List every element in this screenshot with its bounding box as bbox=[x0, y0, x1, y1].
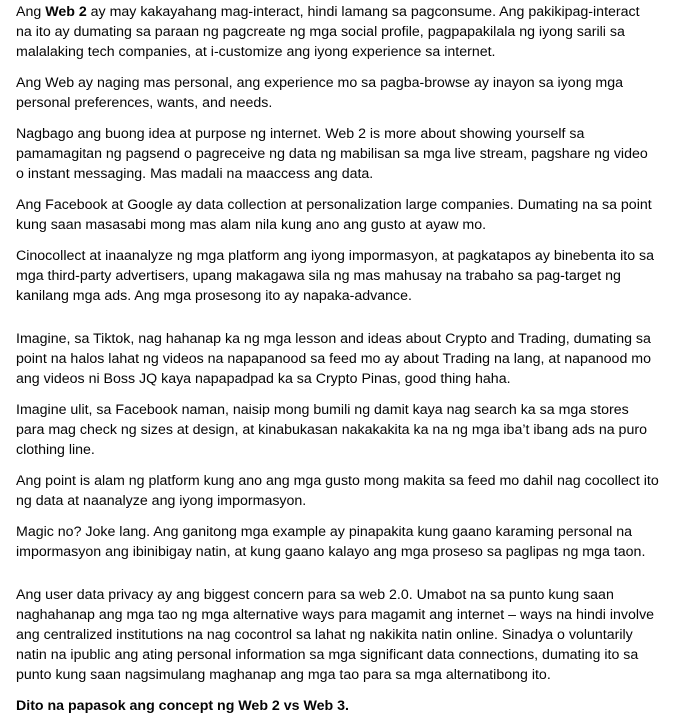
paragraph-magic: Magic no? Joke lang. Ang ganitong mga example ay pinapakita kung gaano karaming personal na impormasyon ang ibinibigay natin, at kung gaano kalayo ang mga proseso sa paglipas ng mga taon. bbox=[16, 524, 646, 560]
paragraph-web-personal: Ang Web ay naging mas personal, ang experience mo sa pagba-browse ay inayon sa iyong mga personal preferences, wants, and needs. bbox=[16, 75, 624, 111]
paragraph-web2-intro bbox=[16, 2, 659, 62]
paragraph-privacy-concern: Ang user data privacy ay ang biggest concern para sa web 2.0. Umabot na sa punto kung saan naghahanap ang mga tao ng mga alternative ways para magamit ang internet – ways na hindi involve ang centralized institutions na nag cocontrol sa lahat ng nakikita natin online. Sinadya o voluntarily natin na ipublic ang ating personal information sa mga significant data connections, dumating ito sa punto kung saan nagsimulang maghanap ang mga tao para sa mga alternatibong ito. bbox=[16, 587, 655, 683]
paragraph-text: ay may kakayahang mag-interact, hindi lamang sa pagconsume. Ang pakikipag-interact na ito ay dumating sa paraan ng pagcreate ng mga social profile, pagpapakilala ng iyong sarili sa malalaking tech companies, at i-customize ang iyong experience sa internet. bbox=[16, 4, 640, 60]
paragraph-platform-point: Ang point is alam ng platform kung ano ang mga gusto mong makita sa feed mo dahil nag cocollect ito ng data at naanalyze ang iyong impormasyon. bbox=[16, 473, 659, 509]
paragraph-data-collection: Cinocollect at inaanalyze ng mga platform ang iyong impormasyon, at pagkatapos ay binebenta ito sa mga third-party advertisers, upang makagawa sila ng mas mahusay na trabaho sa pag-target ng kanilang mga ads. Ang mga prosesong ito ay napaka-advance. bbox=[16, 248, 655, 304]
paragraph-text: Ang bbox=[16, 4, 46, 20]
web2-bold-term: Web 2 bbox=[45, 4, 87, 20]
paragraph-internet-purpose: Nagbago ang buong idea at purpose ng internet. Web 2 is more about showing yourself sa pamamagitan ng pagsend o pagreceive ng data ng mabilisan sa mga live stream, pagshare ng video o instant messaging. Mas madali na maaccess ang data. bbox=[16, 126, 648, 182]
paragraph-facebook-google: Ang Facebook at Google ay data collection at personalization large companies. Dumating na sa point kung saan masasabi mong mas alam nila kung ano ang gusto at ayaw mo. bbox=[16, 197, 652, 233]
paragraph-web2-vs-web3: Dito na papasok ang concept ng Web 2 vs Web 3. bbox=[16, 698, 349, 714]
paragraph-tiktok-example: Imagine, sa Tiktok, nag hahanap ka ng mga lesson and ideas about Crypto and Trading, dumating sa point na halos lahat ng videos na napapanood sa feed mo ay about Trading na lang, at napanood mo ang videos ni Boss JQ kaya napapadpad ka sa Crypto Pinas, good thing haha. bbox=[16, 331, 651, 387]
paragraph-facebook-example: Imagine ulit, sa Facebook naman, naisip mong bumili ng damit kaya nag search ka sa mga stores para mag check ng sizes at design, at kinabukasan nakakakita ka na ng mga iba’t ibang ads na puro clothing line. bbox=[16, 402, 647, 458]
